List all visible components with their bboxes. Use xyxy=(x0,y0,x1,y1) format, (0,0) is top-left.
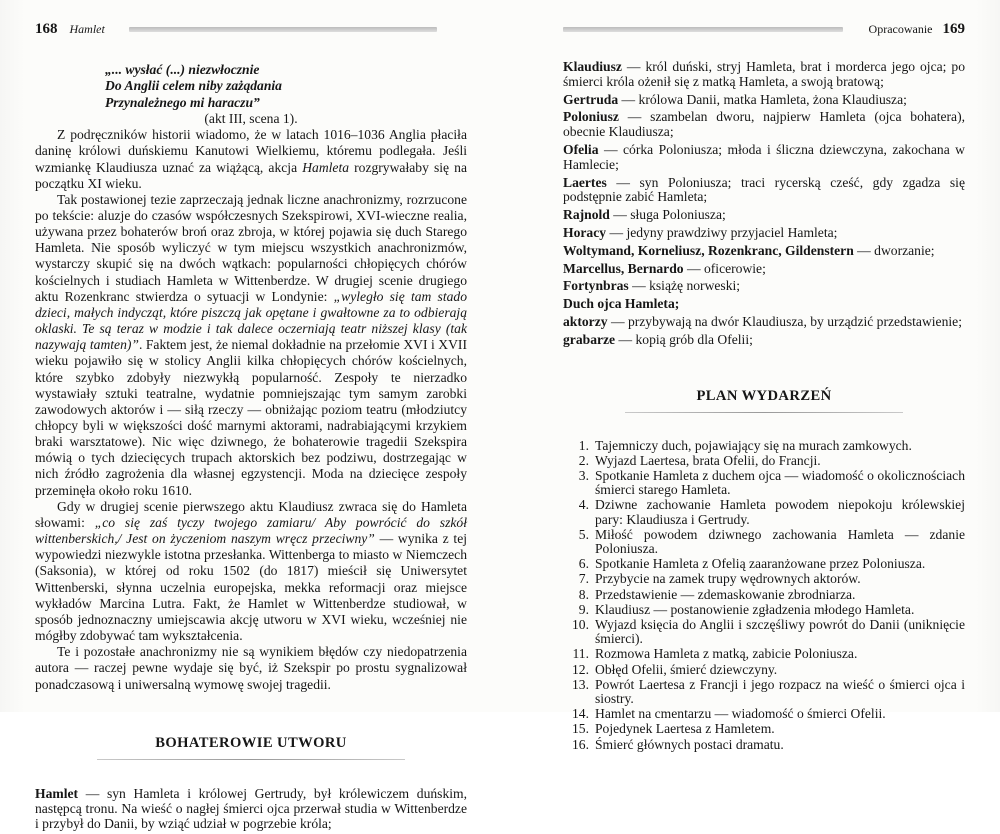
character-name: Horacy xyxy=(563,224,607,240)
event-item xyxy=(563,647,965,661)
event-text: Wyjazd księcia do Anglii i szczęśliwy powrót do Danii (uniknięcie śmierci). xyxy=(595,616,965,647)
heading-rule xyxy=(625,412,903,413)
character-entry: Woltymand, Korneliusz, Rozenkranc, Gildenstern — dworzanie; xyxy=(563,242,935,258)
body-paragraph xyxy=(35,499,467,644)
text-segment: Gdy w drugiej scenie pierwszego aktu Klaudiusz zwraca się do Hamleta słowami: xyxy=(35,498,467,530)
character-name: Fortynbras xyxy=(563,278,629,294)
event-number: 1. xyxy=(578,437,589,453)
italic-quote-segment: „wyległo się tam stado dzieci, małych indycząt, które piszczą jak opętane i gwałtowne za to odbierają oklaski. Te są teraz w modzie i tak dalece oczerniają teatr niższej klasy (tak nazywają tamten)” xyxy=(35,288,467,353)
quote-line: Do Anglii celem niby zażądania xyxy=(105,78,282,94)
italic-quote-segment: „co się zaś tyczy twojego zamiaru/ Aby powrócić do szkół wittenberskich,/ Jest on życzeniom naszym wręcz przeciwny” xyxy=(35,514,467,547)
event-item xyxy=(563,707,965,721)
heading-rule xyxy=(97,759,405,760)
italic-quote-segment: Hamleta xyxy=(302,159,350,175)
running-title: Hamlet xyxy=(69,22,105,36)
event-text: Śmierć głównych postaci dramatu. xyxy=(595,736,784,752)
character-entry: Poloniusz — szambelan dworu, najpierw Hamleta (ojca bohatera), obecnie Klaudiusza; xyxy=(563,109,965,140)
character-entry: Marcellus, Bernardo — oficerowie; xyxy=(563,260,766,276)
event-text: Miłość powodem dziwnego zachowania Hamleta — zdanie Poloniusza. xyxy=(595,526,965,556)
character-entry xyxy=(563,297,965,312)
body-text xyxy=(35,127,467,692)
character-name: Klaudiusz xyxy=(563,59,622,74)
event-text: Klaudiusz — postanowienie zgładzenia młodego Hamleta. xyxy=(595,601,915,617)
event-text: Wyjazd Laertesa, brata Ofelii, do Francji. xyxy=(595,452,821,468)
body-paragraph xyxy=(35,644,467,692)
event-text: Hamlet na cmentarzu — wiadomość o śmierci Ofelii. xyxy=(595,706,886,722)
text-segment: Te i pozostałe anachronizmy nie są wynikiem błędów czy niedopatrzenia autora — raczej pewne wydaje się być, iż Szekspir po prostu sygnalizował ponadczasową i uniwersalną wymowę swojej tragedii. xyxy=(35,644,467,692)
character-name: Marcellus, Bernardo xyxy=(563,260,684,276)
page-left xyxy=(35,22,467,834)
event-text: Przedstawienie — zdemaskowanie zbrodniarza. xyxy=(595,586,856,602)
event-item xyxy=(563,678,965,706)
event-number: 10. xyxy=(572,616,589,632)
text-segment: Z podręczników historii wiadomo, że w latach 1016–1036 Anglia płaciła daninę królowi duńskiemu Kanutowi Wielkiemu, któremu podlegała. Jeśli wzmiankę Klaudiusza uznać za wiążącą, akcja xyxy=(35,127,467,175)
text-segment: . Faktem jest, że niemal dokładnie na przełomie XVI i XVII wieku pojawiło się w stolicy Anglii kilka chłopięcych chórów kościelnych, które szybko zdobyły niezwykłą popularność. Zespoły te nierzadko wystawiały sztuki teatralne, wydatnie pomniejszając tym samym zarobki zawodowych aktorów i — siłą rzeczy — obniżając poziom teatru (młodziutcy chłopcy byli w większości dość marnymi aktorami, nadrabiającymi krzykiem braki warsztatowe). Nic więc dziwnego, że bohaterowie tragedii Szekspira mówią o tych dziecięcych trupach aktorskich bez podziwu, dostrzegając w nich źródło zagrożenia dla własnej egzystencji. Moda na dziecięce zespoły przeminęła około roku 1610. xyxy=(35,337,467,498)
character-entry: Rajnold — sługa Poloniusza; xyxy=(563,207,726,223)
event-item xyxy=(563,469,965,497)
character-entry: Fortynbras — książę norweski; xyxy=(563,278,741,294)
event-number: 8. xyxy=(578,586,589,602)
event-item xyxy=(563,572,965,586)
event-item xyxy=(563,498,965,526)
event-number: 12. xyxy=(572,661,589,677)
event-item xyxy=(563,557,965,571)
quote-line: „... wysłać (...) niezwłocznie xyxy=(105,62,260,77)
character-name: Ofelia xyxy=(563,141,599,157)
event-number: 6. xyxy=(578,556,589,572)
character-name: Woltymand, Korneliusz, Rozenkranc, Gildenstern xyxy=(563,242,854,258)
event-item xyxy=(563,588,965,602)
page-number: 168 xyxy=(35,21,58,37)
event-item xyxy=(563,722,965,736)
quote-attribution: (akt III, scena 1). xyxy=(204,110,298,126)
header-rule-bar xyxy=(563,27,843,32)
event-item xyxy=(563,618,965,646)
event-item xyxy=(563,439,965,453)
character-entry: Klaudiusz — król duński, stryj Hamleta, brat i morderca jego ojca; po śmierci króla ożenił się z matką Hamleta, a swoją bratową; xyxy=(563,59,965,89)
event-item xyxy=(563,738,965,752)
characters-list-right xyxy=(563,60,965,348)
character-name: Rajnold xyxy=(563,207,610,223)
events-list xyxy=(563,439,965,752)
text-segment: Tak postawionej tezie zaprzeczają jednak liczne anachronizmy, rozrzucone po tekście: aluzje do czasów współczesnych Szekspirowi, XVI-wieczne realia, używana przez bohaterów broń oraz zbroja, w której pojawia się duch Starego Hamleta. Nie sposób wyliczyć w tym miejscu wszystkich anachronizmów, wystarczy skupić się na dwóch wątkach: popularności chłopięcych chórów kościelnych i studiach Hamleta w Wittenberdze. W drugiej scenie drugiego aktu Rozenkranc stwierdza o sytuacji w Londynie: xyxy=(35,191,467,304)
character-entry: Horacy — jedyny prawdziwy przyjaciel Hamleta; xyxy=(563,224,838,240)
event-text: Pojedynek Laertesa z Hamletem. xyxy=(595,721,775,737)
event-number: 16. xyxy=(572,736,589,752)
event-text: Tajemniczy duch, pojawiający się na murach zamkowych. xyxy=(595,437,912,453)
character-name: Poloniusz xyxy=(563,109,619,125)
event-item xyxy=(563,454,965,468)
event-number: 2. xyxy=(578,452,589,468)
character-entry: aktorzy — przybywają na dwór Klaudiusza, by urządzić przedstawienie; xyxy=(563,313,962,329)
body-paragraph xyxy=(35,127,467,192)
event-item xyxy=(563,663,965,677)
epigraph-quote xyxy=(105,62,467,111)
character-entry: Hamlet — syn Hamleta i królowej Gertrudy, był królewiczem duńskim, następcą tronu. Na wieść o nagłej śmierci ojca przerwał studia w Wittenberdze i przybył do Danii, by wziąć udział w pogrzebie króla; xyxy=(35,785,467,832)
quote-line: Przynależnego mi haraczu” xyxy=(105,94,260,110)
event-number: 3. xyxy=(578,467,589,483)
event-text: Rozmowa Hamleta z matką, zabicie Poloniusza. xyxy=(595,646,858,662)
character-name: Hamlet xyxy=(35,785,79,801)
section-heading-plan: PLAN WYDARZEŃ xyxy=(696,387,832,404)
event-number: 13. xyxy=(572,676,589,692)
character-entry: Ofelia — córka Poloniusza; młoda i śliczna dziewczyna, zakochana w Hamlecie; xyxy=(563,141,965,172)
header-rule-bar xyxy=(129,27,437,32)
body-paragraph xyxy=(35,192,467,499)
character-name: Duch ojca Hamleta; xyxy=(563,296,680,312)
page-number: 169 xyxy=(942,21,965,37)
text-segment: rozgrywałaby się na początku XI wieku. xyxy=(35,159,467,191)
event-number: 7. xyxy=(578,571,589,587)
character-name: aktorzy xyxy=(563,313,608,329)
section-heading-bohaterowie: BOHATEROWIE UTWORU xyxy=(155,734,347,751)
character-entry: Laertes — syn Poloniusza; traci rycerską cześć, gdy zgadza się podstępnie zabić Hamleta; xyxy=(563,174,965,205)
event-text: Dziwne zachowanie Hamleta powodem niepokoju królewskiej pary: Klaudiusza i Gertrudy. xyxy=(595,497,965,527)
page-header-left xyxy=(35,22,467,36)
text-segment: — wynika z tej wypowiedzi niezwykle istotna przesłanka. Wittenberga to miasto w Niemczech (Saksonia), w której od roku 1502 (do 1817) mieścił się Uniwersytet Wittenberski, słynna uczelnia europejska, mekka reformacji oraz miejsce wykładów Marcina Lutra. Fakt, że Hamlet w Wittenberdze studiował, w sposób jednoznaczny umiejscawia akcję utworu w XVI wieku, wcześniej nie mógłby zdobywać tam wykształcenia. xyxy=(35,531,468,644)
event-number: 14. xyxy=(572,706,589,722)
character-name: Gertruda xyxy=(563,91,619,107)
event-number: 9. xyxy=(578,601,589,617)
page-header-right xyxy=(563,22,965,36)
event-text: Przybycie na zamek trupy wędrownych aktorów. xyxy=(595,571,861,587)
character-entry: grabarze — kopią grób dla Ofelii; xyxy=(563,331,753,347)
event-number: 4. xyxy=(578,497,589,513)
event-item xyxy=(563,603,965,617)
event-number: 15. xyxy=(572,721,589,737)
character-entry: Gertruda — królowa Danii, matka Hamleta, żona Klaudiusza; xyxy=(563,91,907,107)
characters-list-left xyxy=(35,786,467,832)
event-text: Obłęd Ofelii, śmierć dziewczyny. xyxy=(595,661,778,677)
character-name: grabarze xyxy=(563,331,616,347)
event-number: 5. xyxy=(578,526,589,542)
event-text: Powrót Laertesa z Francji i jego rozpacz na wieść o śmierci ojca i siostry. xyxy=(595,676,965,706)
event-text: Spotkanie Hamleta z Ofelią zaaranżowane przez Poloniusza. xyxy=(595,556,926,572)
running-title: Opracowanie xyxy=(868,22,933,36)
event-text: Spotkanie Hamleta z duchem ojca — wiadomość o okolicznościach śmierci starego Hamleta. xyxy=(595,467,965,498)
page-right xyxy=(563,22,965,753)
character-name: Laertes xyxy=(563,174,607,190)
event-item xyxy=(563,528,965,556)
event-number: 11. xyxy=(572,646,589,662)
